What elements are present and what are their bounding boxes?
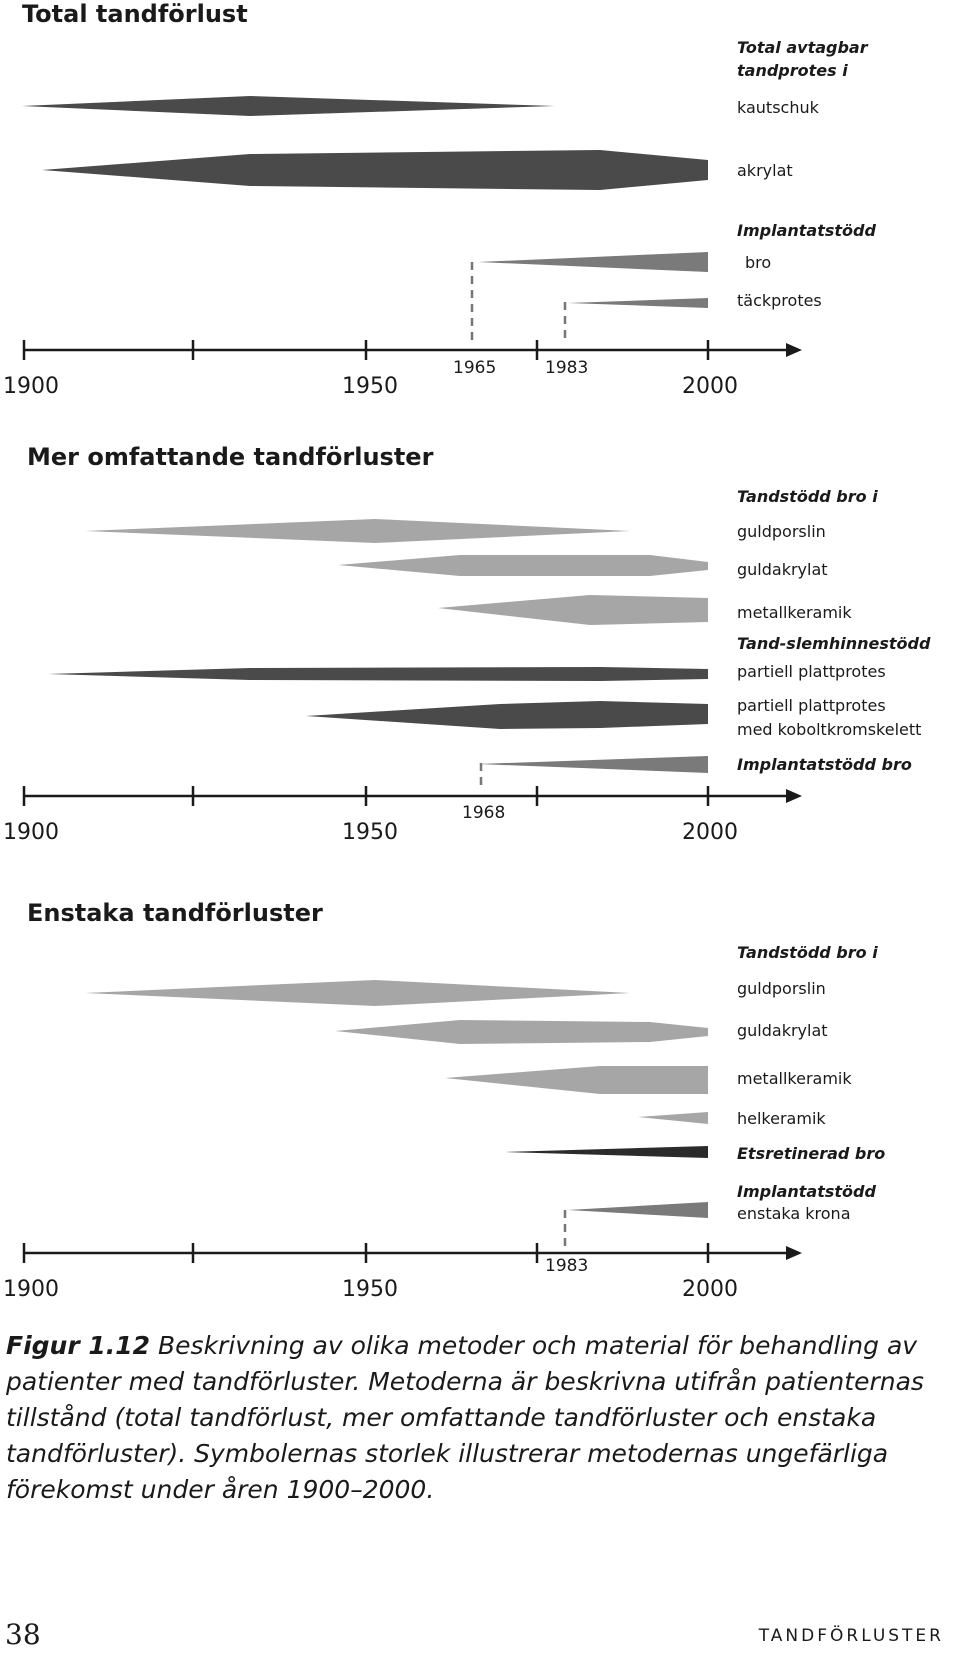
label-guldporslin-3: guldporslin: [737, 979, 826, 998]
marker-label-1968: 1968: [462, 803, 506, 823]
axis-label-2000: 2000: [682, 374, 738, 399]
label-kautschuk: kautschuk: [737, 98, 819, 117]
label-implantatstodd: Implantatstödd: [737, 221, 876, 240]
label-tandprotes-i: tandprotes i: [737, 61, 848, 80]
shape-implantat-krona: [568, 1202, 708, 1218]
axis-mer-omfattande: [24, 786, 802, 806]
marker-label-1983: 1983: [545, 358, 589, 378]
shape-helkeramik: [638, 1112, 708, 1124]
label-bro: bro: [745, 253, 772, 272]
figure-label: Figur 1.12: [6, 1331, 151, 1360]
shape-guldporslin-3: [85, 980, 630, 1006]
axis-label-1950: 1950: [342, 374, 398, 399]
shape-akrylat: [42, 150, 708, 190]
label-tackprotes: täckprotes: [737, 291, 822, 310]
shape-guldakrylat-3: [335, 1020, 708, 1044]
label-akrylat: akrylat: [737, 161, 793, 180]
axis-label-2000: 2000: [682, 820, 738, 845]
page-number: 38: [5, 1618, 41, 1651]
label-etsretinerad-bro: Etsretinerad bro: [737, 1144, 886, 1163]
shape-koboltkrom: [306, 701, 708, 729]
axis-enstaka: [24, 1243, 802, 1263]
label-guldporslin: guldporslin: [737, 522, 826, 541]
shape-tackprotes: [568, 298, 708, 308]
label-tandstodd-bro-i-3: Tandstödd bro i: [737, 943, 878, 962]
marker-label-1965: 1965: [453, 358, 497, 378]
label-tandstodd-bro-i: Tandstödd bro i: [737, 487, 878, 506]
axis-label-2000: 2000: [682, 1277, 738, 1302]
label-koboltkromskelett: med koboltkromskelett: [737, 720, 922, 739]
shape-partiell-plattprotes: [48, 667, 708, 681]
label-implantatstodd-bro: Implantatstödd bro: [737, 755, 912, 774]
label-guldakrylat-3: guldakrylat: [737, 1021, 828, 1040]
label-metallkeramik: metallkeramik: [737, 603, 852, 622]
axis-label-1900: 1900: [3, 1277, 59, 1302]
label-metallkeramik-3: metallkeramik: [737, 1069, 852, 1088]
shape-guldakrylat-2: [338, 555, 708, 576]
marker-label-1983-b: 1983: [545, 1256, 589, 1276]
axis-label-1900: 1900: [3, 374, 59, 399]
shape-implantat-bro: [478, 252, 708, 272]
axis-total: [24, 340, 802, 360]
label-guldakrylat: guldakrylat: [737, 560, 828, 579]
section-title-total: Total tandförlust: [22, 0, 248, 28]
shape-kautschuk: [22, 96, 555, 116]
shape-implantat-bro-2: [478, 756, 708, 773]
label-partiell-plattprotes: partiell plattprotes: [737, 662, 886, 681]
axis-label-1950: 1950: [342, 820, 398, 845]
label-partiell-plattprotes-2: partiell plattprotes: [737, 696, 886, 715]
running-title: TANDFÖRLUSTER: [758, 1626, 944, 1646]
label-helkeramik: helkeramik: [737, 1109, 826, 1128]
section-title-enstaka: Enstaka tandförluster: [27, 899, 323, 927]
figure-caption: [6, 1328, 941, 1508]
label-implantatstodd-3: Implantatstödd: [737, 1182, 876, 1201]
shape-metallkeramik-3: [445, 1066, 708, 1094]
shape-etsretinerad: [505, 1146, 708, 1158]
shape-guldporslin-2: [85, 519, 630, 543]
label-enstaka-krona: enstaka krona: [737, 1204, 851, 1223]
shape-metallkeramik-2: [438, 595, 708, 625]
axis-label-1900: 1900: [3, 820, 59, 845]
label-total-avtagbar: Total avtagbar: [737, 38, 868, 57]
axis-label-1950: 1950: [342, 1277, 398, 1302]
section-title-mer-omfattande: Mer omfattande tandförluster: [27, 443, 434, 471]
label-tand-slemhinnestodd: Tand-slemhinnestödd: [737, 634, 931, 653]
caption-text: Beskrivning av olika metoder och material för behandling av patienter med tandförluster. Metoderna är beskrivna utifrån patienternas tillstånd (total tandförlust, mer omfattande tandförluster och enstaka tandförluster). Symbolernas storlek illustrerar metodernas ungefärliga förekomst under åren 1900–2000.: [6, 1331, 924, 1504]
